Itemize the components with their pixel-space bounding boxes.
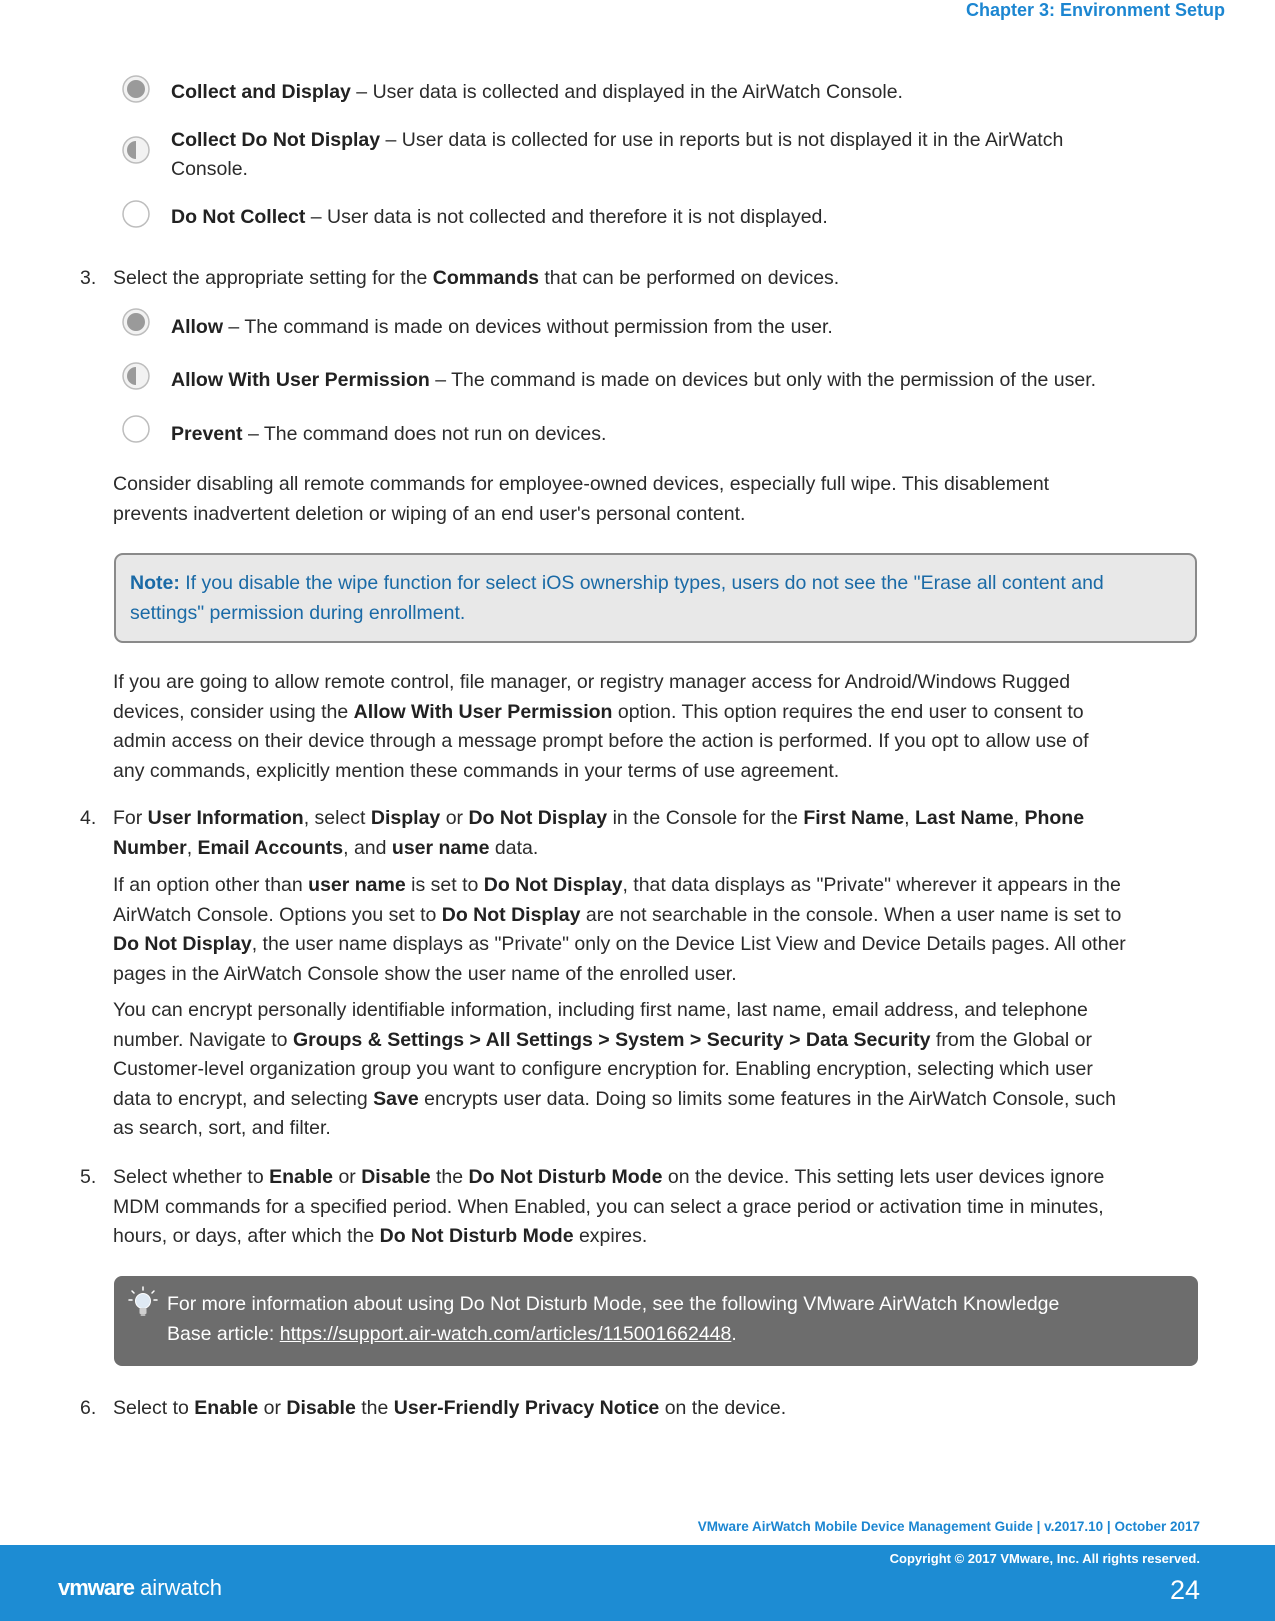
chapter-heading: Chapter 3: Environment Setup	[965, 0, 1225, 20]
tip-text: For more information about using Do Not Disturb Mode, see the following VMware AirWatch Knowledge	[167, 1293, 1060, 1315]
remote-access-paragraph: If you are going to allow remote control, file manager, or registry manager access for Android/Windows Rugged devices, consider using the Allow With User Permission option. This option requires the end user to consent to admin access on their device through a message prompt before the action is performed. If you opt to allow use of any commands, explicitly mention these commands in your terms of use agreement.	[113, 671, 1089, 782]
vmware-airwatch-logo: vmware airwatch	[58, 1575, 222, 1600]
note-box: Note: If you disable the wipe function for select iOS ownership types, users do not see the "Erase all content and settings" permission during enrollment.	[114, 553, 1197, 643]
step-number-6: 6.	[80, 1397, 97, 1419]
lightbulb-icon	[128, 1286, 158, 1320]
full-circle-icon	[121, 74, 151, 104]
step-number-5: 5.	[80, 1166, 97, 1188]
step-3-text: Select the appropriate setting for the Commands that can be performed on devices.	[113, 267, 840, 289]
step-6-text: Select to Enable or Disable the User-Friendly Privacy Notice on the device.	[113, 1397, 787, 1419]
step-number-3: 3.	[80, 267, 97, 289]
tip-box: For more information about using Do Not Disturb Mode, see the following VMware AirWatch Knowledge Base article: https://support.air-watch.com/articles/115001662448.	[114, 1276, 1198, 1366]
copyright: Copyright © 2017 VMware, Inc. All rights reserved.	[889, 1551, 1200, 1566]
option-collect-and-display: Collect and Display – User data is collected and displayed in the AirWatch Console.	[171, 81, 903, 103]
do-not-display-paragraph: If an option other than user name is set to Do Not Display, that data displays as "Private" wherever it appears in the AirWatch Console. Options you set to Do Not Display are not searchable in the console. When a user name is set to Do Not Display, the user name displays as "Private" only on the Device List View and Device Details pages. All other pages in the AirWatch Console show the user name of the enrolled user.	[113, 874, 1126, 985]
option-do-not-collect: Do Not Collect – User data is not collected and therefore it is not displayed.	[171, 206, 828, 228]
step-number-4: 4.	[80, 807, 97, 829]
empty-circle-icon	[121, 199, 151, 229]
page-number: 24	[1169, 1575, 1200, 1605]
option-allow-with-user-permission: Allow With User Permission – The command is made on devices but only with the permission of the user.	[171, 369, 1097, 391]
knowledge-base-link[interactable]: https://support.air-watch.com/articles/115001662448	[279, 1322, 732, 1345]
option-prevent: Prevent – The command does not run on devices.	[171, 423, 607, 445]
half-circle-icon	[121, 135, 151, 165]
option-allow: Allow – The command is made on devices without permission from the user.	[171, 316, 833, 338]
footer-guide-title: VMware AirWatch Mobile Device Management Guide | v.2017.10 | October 2017	[697, 1519, 1200, 1534]
step-5-text: Select whether to Enable or Disable the Do Not Disturb Mode on the device. This setting lets user devices ignore MDM commands for a specified period. When Enabled, you can select a grace period or activation time in minutes, hours, or days, after which the Do Not Disturb Mode expires.	[113, 1166, 1105, 1247]
consider-paragraph: Consider disabling all remote commands for employee-owned devices, especially full wipe. This disablement prevents inadvertent deletion or wiping of an end user's personal content.	[113, 473, 1050, 525]
encryption-paragraph: You can encrypt personally identifiable information, including first name, last name, email address, and telephone number. Navigate to Groups & Settings > All Settings > System > Security > Data Security from the Global or Customer-level organization group you want to configure encryption for. Enabling encryption, selecting which user data to encrypt, and selecting Save encrypts user data. Doing so limits some features in the AirWatch Console, such as search, sort, and filter.	[113, 999, 1116, 1139]
half-circle-icon	[121, 361, 151, 391]
empty-circle-icon	[121, 414, 151, 444]
option-collect-do-not-display: Collect Do Not Display – User data is collected for use in reports but is not displayed it in the AirWatch Console.	[171, 129, 1064, 180]
full-circle-icon	[121, 307, 151, 337]
step-4-text: For User Information, select Display or Do Not Display in the Console for the First Name, Last Name, Phone Number, Email Accounts, and user name data.	[113, 807, 1085, 859]
